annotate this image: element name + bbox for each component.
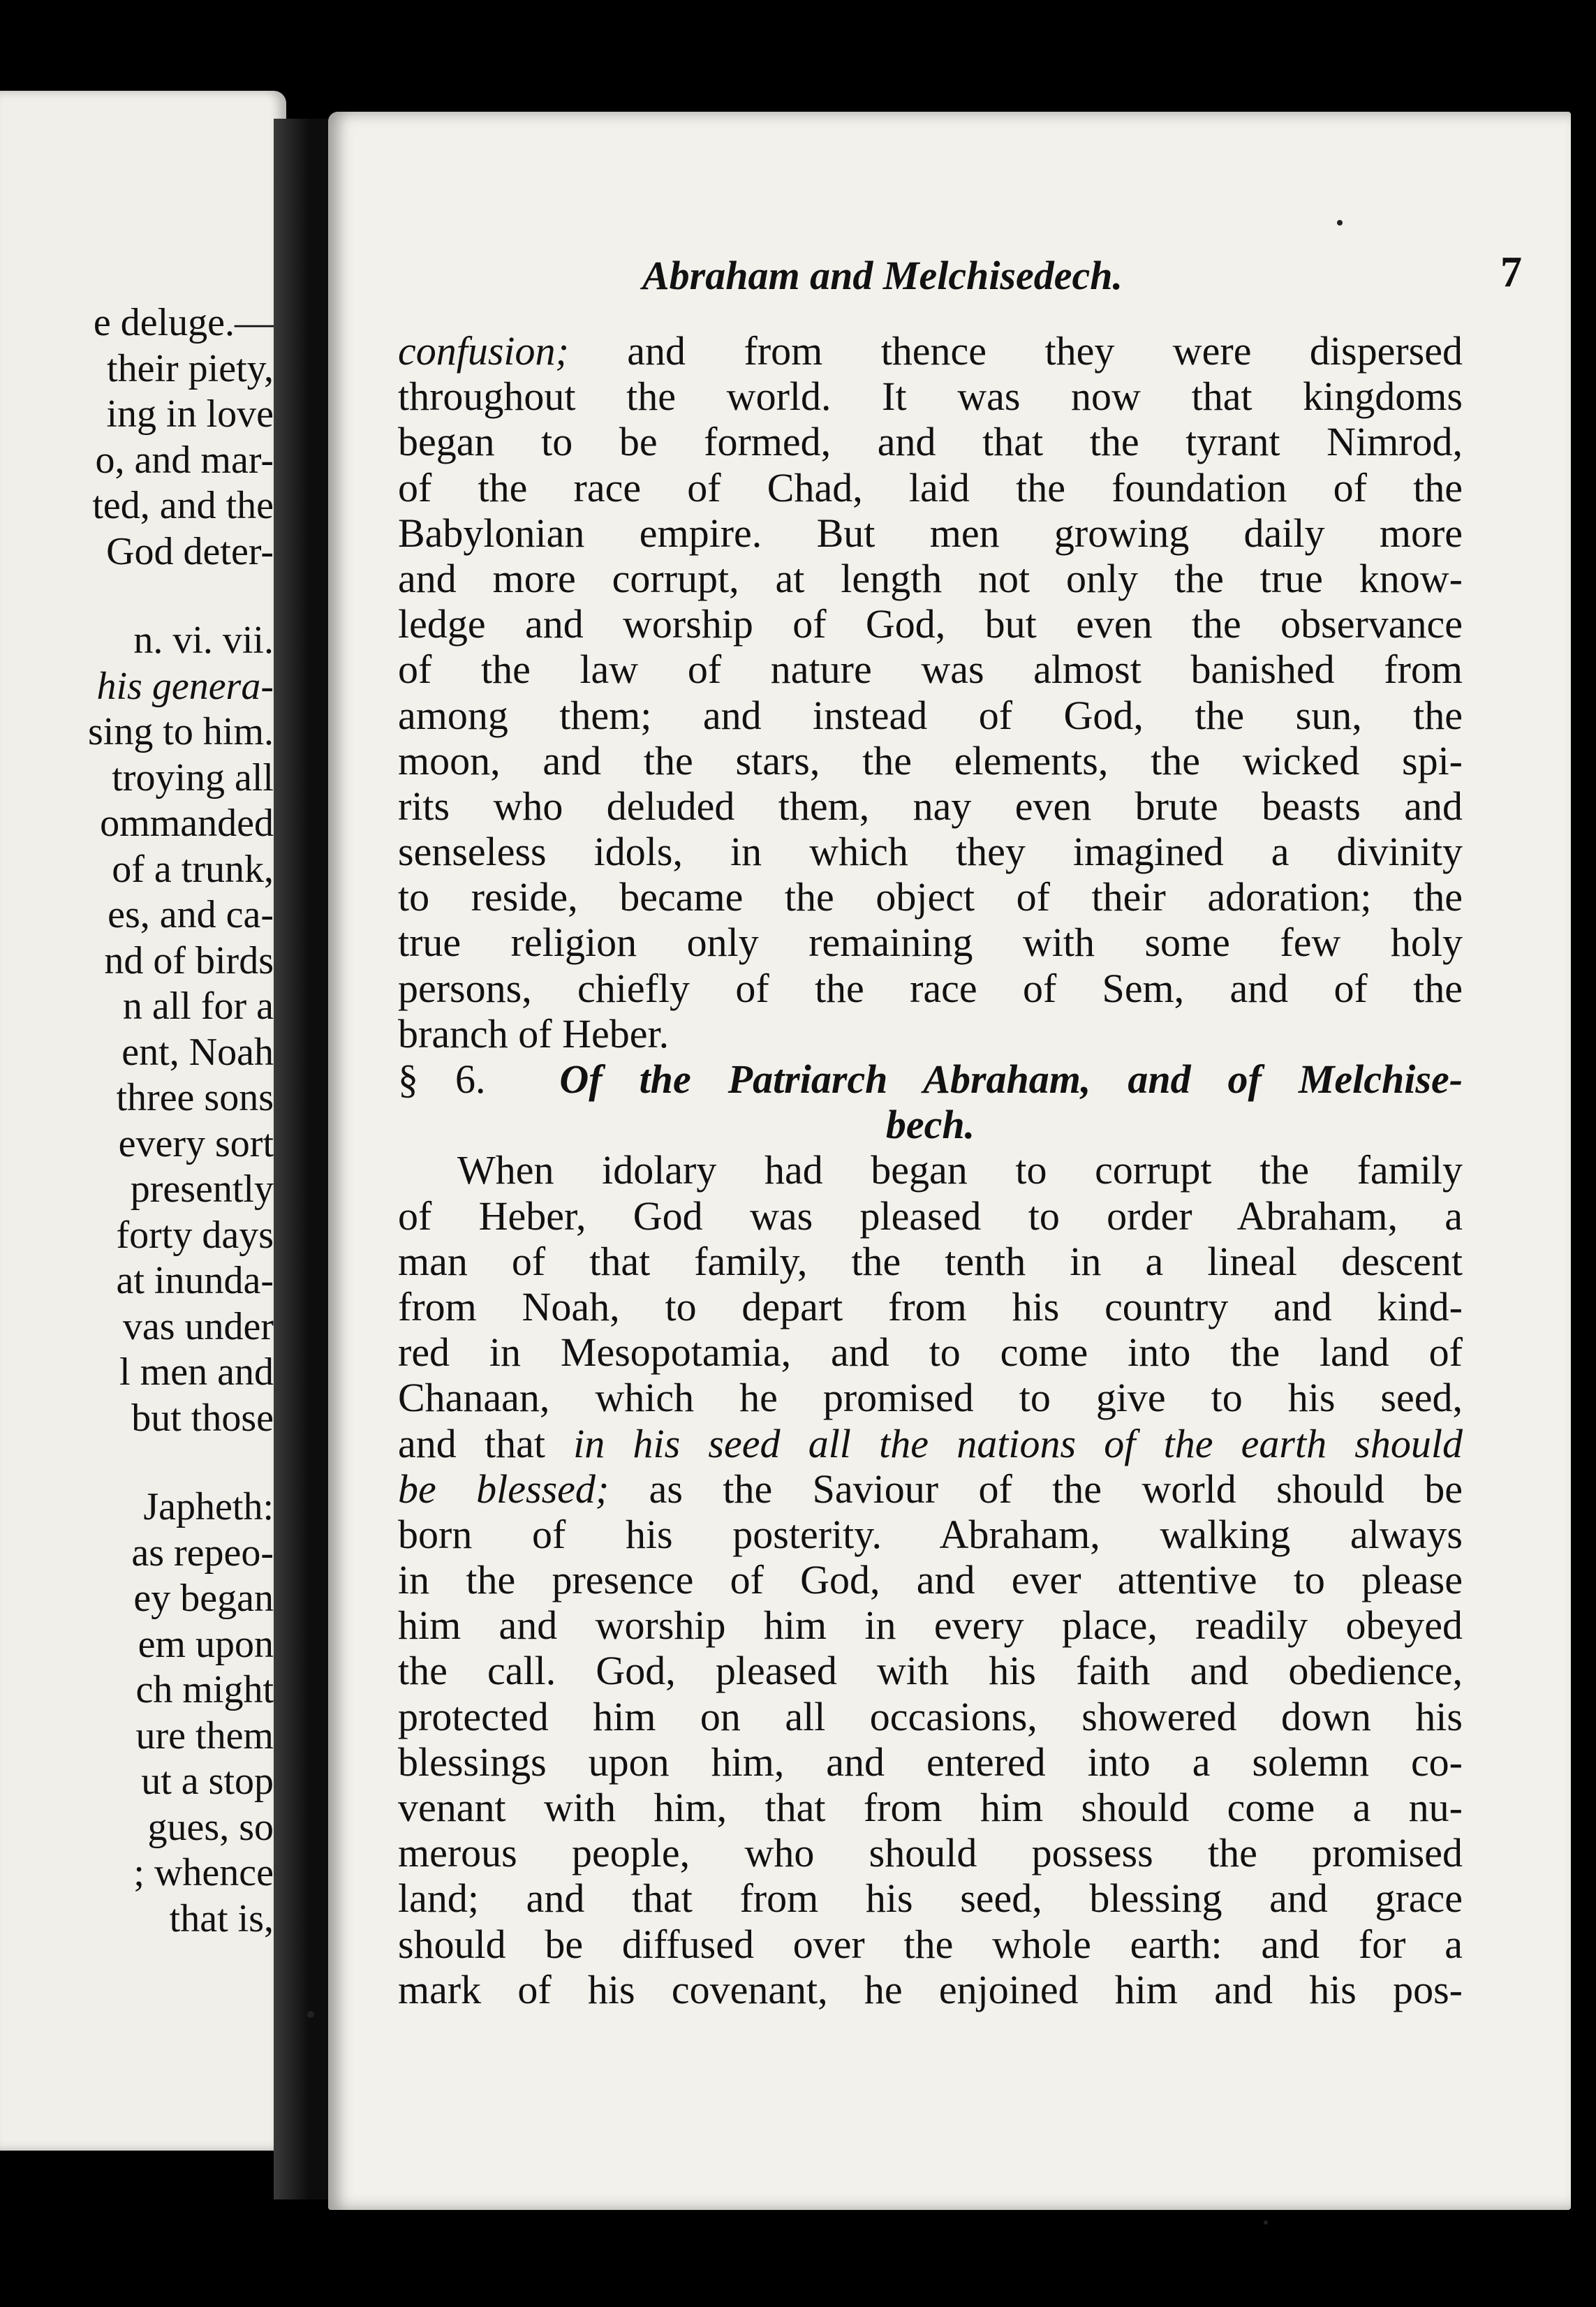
text-line: began to be formed, and that the tyrant Nimrod, <box>398 419 1463 465</box>
left-line: ut a stop <box>141 1760 274 1803</box>
text-run: and that <box>398 1420 574 1466</box>
left-line: troying all <box>112 756 274 799</box>
left-line: ommanded <box>100 802 274 845</box>
text-line: man of that family, the tenth in a lineal descent <box>398 1238 1463 1284</box>
left-line: sing to him. <box>87 710 274 753</box>
italic-run: be blessed; <box>398 1466 609 1512</box>
text-line <box>398 328 1463 374</box>
body-text <box>398 328 1463 2012</box>
left-page <box>0 91 286 2151</box>
left-line: nd of birds <box>104 938 274 982</box>
text-line: throughout the world. It was now that kingdoms <box>398 374 1463 420</box>
text-line: persons, chiefly of the race of Sem, and of the <box>398 965 1463 1011</box>
text-line: land; and that from his seed, blessing and grace <box>398 1875 1463 1922</box>
text-line: red in Mesopotamia, and to come into the land of <box>398 1329 1463 1376</box>
left-line: n all for a <box>122 985 274 1028</box>
left-line: es, and ca- <box>108 893 274 936</box>
left-line: em upon <box>138 1622 274 1666</box>
left-line: ing in love <box>106 392 274 436</box>
text-line: rits who deluded them, nay even brute beasts and <box>398 783 1463 829</box>
left-line: gues, so <box>147 1805 274 1849</box>
left-line: every sort <box>118 1121 274 1165</box>
text-run: and from thence they were dispersed <box>568 328 1463 374</box>
ink-speck <box>307 2011 314 2018</box>
text-line: venant with him, that from him should come a nu- <box>398 1785 1463 1830</box>
left-line: three sons <box>116 1076 274 1119</box>
left-line: l men and <box>119 1350 274 1394</box>
page-number: 7 <box>1500 249 1522 296</box>
left-line: ure them <box>135 1713 274 1757</box>
text-line: of the law of nature was almost banished from <box>398 647 1463 693</box>
text-line: When idolary had began to corrupt the family <box>457 1147 1463 1193</box>
left-line: e deluge.— <box>93 301 274 344</box>
left-line: ; whence <box>133 1851 274 1894</box>
text-line: and more corrupt, at length not only the true know- <box>398 555 1463 601</box>
text-line: in the presence of God, and ever attentive to please <box>398 1557 1463 1603</box>
ink-speck <box>1264 2220 1268 2225</box>
text-line: among them; and instead of God, the sun, the <box>398 692 1463 738</box>
text-line: Babylonian empire. But men growing daily more <box>398 510 1463 556</box>
left-line: but those <box>131 1396 274 1440</box>
text-line: merous people, who should possess the promised <box>398 1830 1463 1876</box>
section-number: § 6. <box>398 1056 486 1102</box>
left-gap <box>0 575 274 618</box>
text-line: mark of his covenant, he enjoined him and his pos- <box>398 1966 1463 2012</box>
text-line <box>398 1421 1463 1466</box>
left-line: forty days <box>116 1213 274 1257</box>
section-heading-text: Of the Patriarch Abraham, and of Melchise- <box>559 1056 1463 1102</box>
text-line: to reside, became the object of their adoration; the <box>398 874 1463 920</box>
left-line: Japheth: <box>143 1485 274 1528</box>
text-line: senseless idols, in which they imagined a divinity <box>398 829 1463 875</box>
left-line: vas under <box>122 1304 274 1348</box>
left-line: at inunda- <box>116 1259 274 1302</box>
left-line: n. vi. vii. <box>133 619 274 662</box>
text-line: blessings upon him, and entered into a solemn co- <box>398 1739 1463 1785</box>
left-gap <box>0 1441 274 1484</box>
text-line: the call. God, pleased with his faith and obedience, <box>398 1648 1463 1694</box>
text-line: Chanaan, which he promised to give to his seed, <box>398 1375 1463 1421</box>
text-line <box>398 1466 1463 1512</box>
left-page-text <box>0 300 274 1942</box>
section-heading-cont: bech. <box>885 1102 975 1148</box>
left-line: ch might <box>135 1668 274 1711</box>
text-run: as the Saviour of the world should be <box>609 1466 1463 1512</box>
left-line: as repeo- <box>131 1531 274 1575</box>
text-line: of the race of Chad, laid the foundation of the <box>398 464 1463 510</box>
right-page <box>328 112 1571 2210</box>
text-line: should be diffused over the whole earth: and for a <box>398 1921 1463 1967</box>
italic-run: in his seed all the nations of the earth should <box>573 1420 1463 1466</box>
running-header <box>642 241 1522 304</box>
text-line: ledge and worship of God, but even the observance <box>398 601 1463 647</box>
text-line: of Heber, God was pleased to order Abraham, a <box>398 1193 1463 1239</box>
left-line: presently <box>130 1167 274 1211</box>
text-line: true religion only remaining with some few holy <box>398 920 1463 966</box>
text-line: moon, and the stars, the elements, the wicked spi- <box>398 737 1463 783</box>
left-line: his genera- <box>96 664 274 708</box>
text-line: him and worship him in every place, readily obeyed <box>398 1602 1463 1649</box>
left-line: ey began <box>133 1577 274 1620</box>
section-heading <box>398 1056 1463 1102</box>
ink-speck <box>1337 220 1343 226</box>
text-line: branch of Heber. <box>398 1010 670 1056</box>
left-line: ent, Noah <box>121 1030 274 1074</box>
italic-run: confusion; <box>398 328 569 374</box>
text-line: born of his posterity. Abraham, walking always <box>398 1511 1463 1557</box>
left-line: o, and mar- <box>95 438 274 482</box>
text-line: from Noah, to depart from his country and kind- <box>398 1283 1463 1329</box>
left-line: ted, and the <box>92 484 274 527</box>
left-line: that is, <box>169 1896 274 1940</box>
running-title: Abraham and Melchisedech. <box>642 253 1123 298</box>
text-line: protected him on all occasions, showered down his <box>398 1693 1463 1739</box>
left-line: of a trunk, <box>112 847 274 891</box>
left-line: their piety, <box>107 346 274 390</box>
left-line: God deter- <box>106 529 274 573</box>
